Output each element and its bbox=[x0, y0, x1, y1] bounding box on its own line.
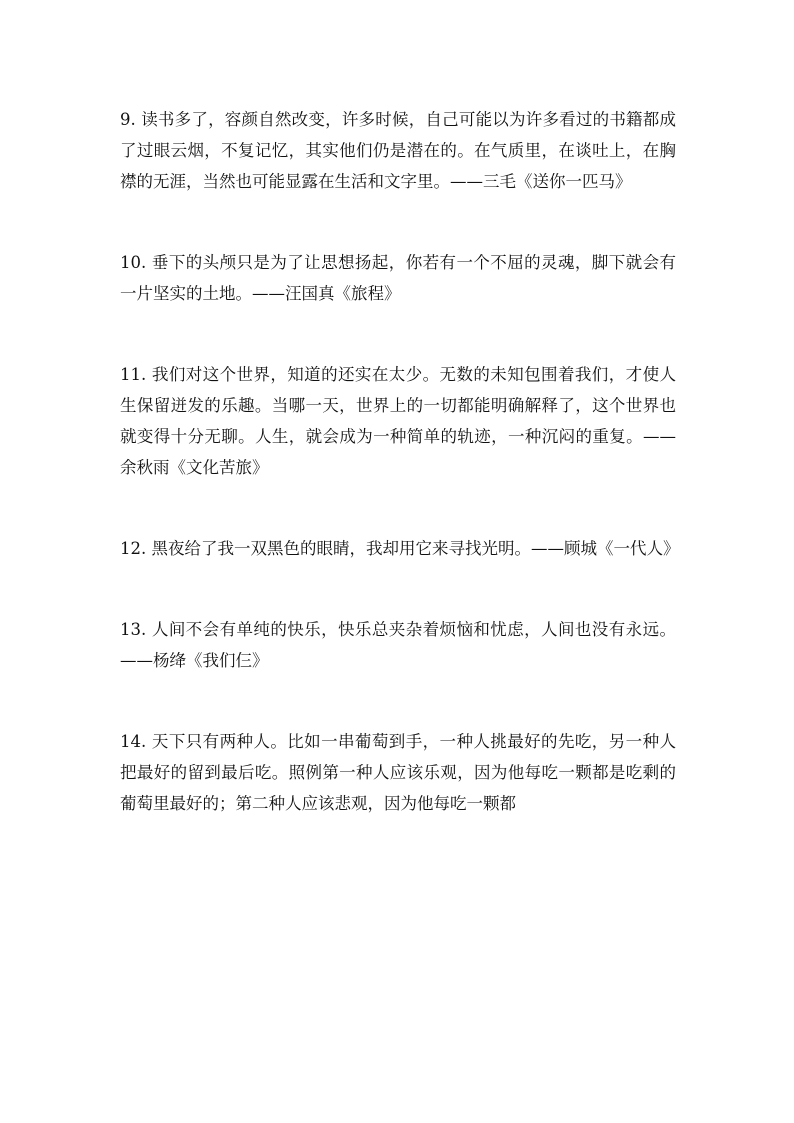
quote-paragraph-10: 10. 垂下的头颅只是为了让思想扬起，你若有一个不屈的灵魂，脚下就会有一片坚实的土地。——汪国真《旅程》 bbox=[120, 253, 676, 303]
quote-paragraph-12: 12. 黑夜给了我一双黑色的眼睛，我却用它来寻找光明。——顾城《一代人》 bbox=[120, 539, 680, 558]
document-body bbox=[120, 104, 680, 869]
quote-paragraph-13: 13. 人间不会有单纯的快乐，快乐总夹杂着烦恼和忧虑，人间也没有永远。——杨绛《我们仨》 bbox=[120, 620, 676, 670]
quote-paragraph-11: 11. 我们对这个世界，知道的还实在太少。无数的未知包围着我们，才使人生保留迸发的乐趣。当哪一天，世界上的一切都能明确解释了，这个世界也就变得十分无聊。人生，就会成为一种简单的轨迹，一种沉闷的重复。——余秋雨《文化苦旅》 bbox=[120, 365, 676, 477]
quote-paragraph-9: 9. 读书多了，容颜自然改变，许多时候，自己可能以为许多看过的书籍都成了过眼云烟，不复记忆，其实他们仍是潜在的。在气质里，在谈吐上，在胸襟的无涯，当然也可能显露在生活和文字里。——三毛《送你一匹马》 bbox=[120, 110, 676, 191]
quote-paragraph-14: 14. 天下只有两种人。比如一串葡萄到手，一种人挑最好的先吃，另一种人把最好的留到最后吃。照例第一种人应该乐观，因为他每吃一颗都是吃剩的葡萄里最好的；第二种人应该悲观，因为他每吃一颗都 bbox=[120, 732, 676, 813]
